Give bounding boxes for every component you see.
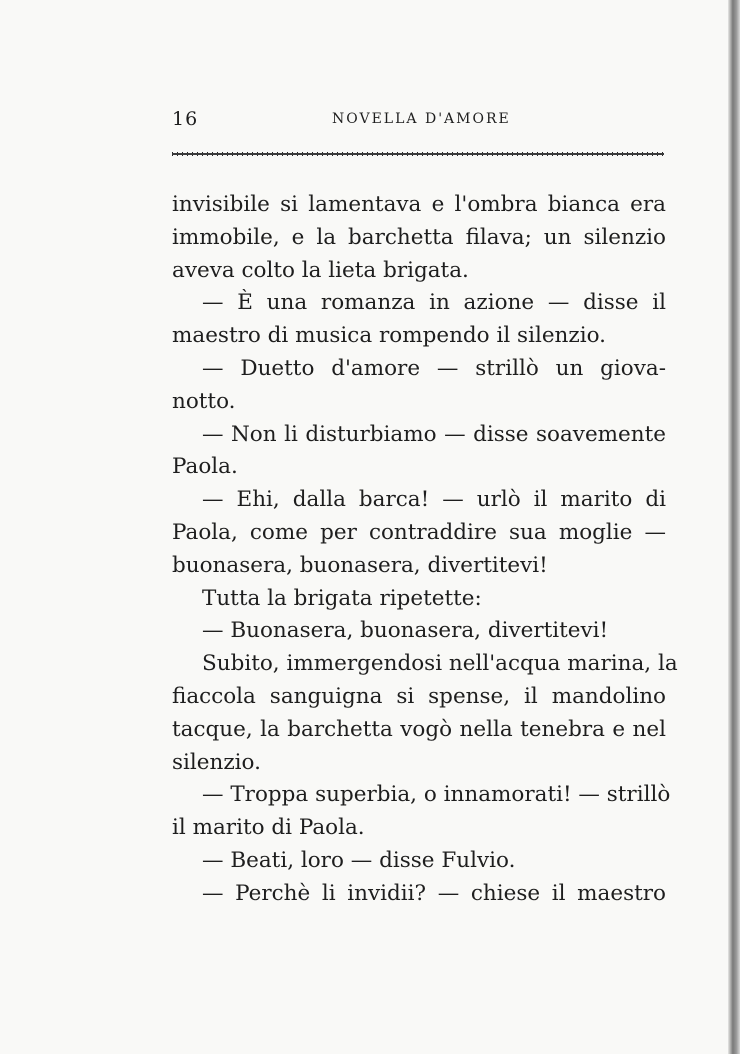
text-line: buonasera, buonasera, divertitevi! — [172, 552, 548, 578]
body-text — [172, 189, 678, 911]
text-line: immobile, e la barchetta filava; un silenzio — [172, 224, 666, 250]
text-line: — Non li disturbiamo — disse soavemente — [202, 421, 666, 447]
text-line: — È una romanza in azione — disse il — [202, 290, 666, 316]
ornamental-rule — [172, 148, 664, 160]
text-line: Paola. — [172, 454, 238, 480]
text-line: fiaccola sanguigna si spense, il mandolino — [172, 683, 666, 709]
text-line: — Buonasera, buonasera, divertitevi! — [202, 618, 609, 644]
binding-edge — [728, 0, 740, 1054]
text-line: aveva colto la lieta brigata. — [172, 257, 469, 283]
text-line: invisibile si lamentava e l'ombra bianca era — [172, 192, 666, 217]
running-title: NOVELLA D'AMORE — [332, 111, 511, 127]
text-line: Paola, come per contraddire sua moglie — — [172, 519, 666, 545]
text-line: Tutta la brigata ripetette: — [202, 585, 482, 611]
text-line: — Ehi, dalla barca! — urlò il marito di — [202, 487, 666, 513]
text-line: tacque, la barchetta vogò nella tenebra e nel — [172, 716, 666, 742]
text-line: maestro di musica rompendo il silenzio. — [172, 323, 606, 349]
text-line: — Duetto d'amore — strillò un giova- — [202, 355, 666, 381]
page-number: 16 — [172, 108, 199, 130]
text-line: silenzio. — [172, 749, 261, 775]
text-line: — Beati, loro — disse Fulvio. — [202, 847, 516, 873]
text-line: notto. — [172, 388, 236, 414]
running-head — [172, 104, 666, 134]
text-line: il marito di Paola. — [172, 815, 365, 841]
text-line: — Troppa superbia, o innamorati! — strillò — [202, 782, 671, 808]
text-line: Subito, immergendosi nell'acqua marina, la — [202, 651, 678, 677]
text-line: — Perchè li invidii? — chiese il maestro — [202, 880, 666, 906]
